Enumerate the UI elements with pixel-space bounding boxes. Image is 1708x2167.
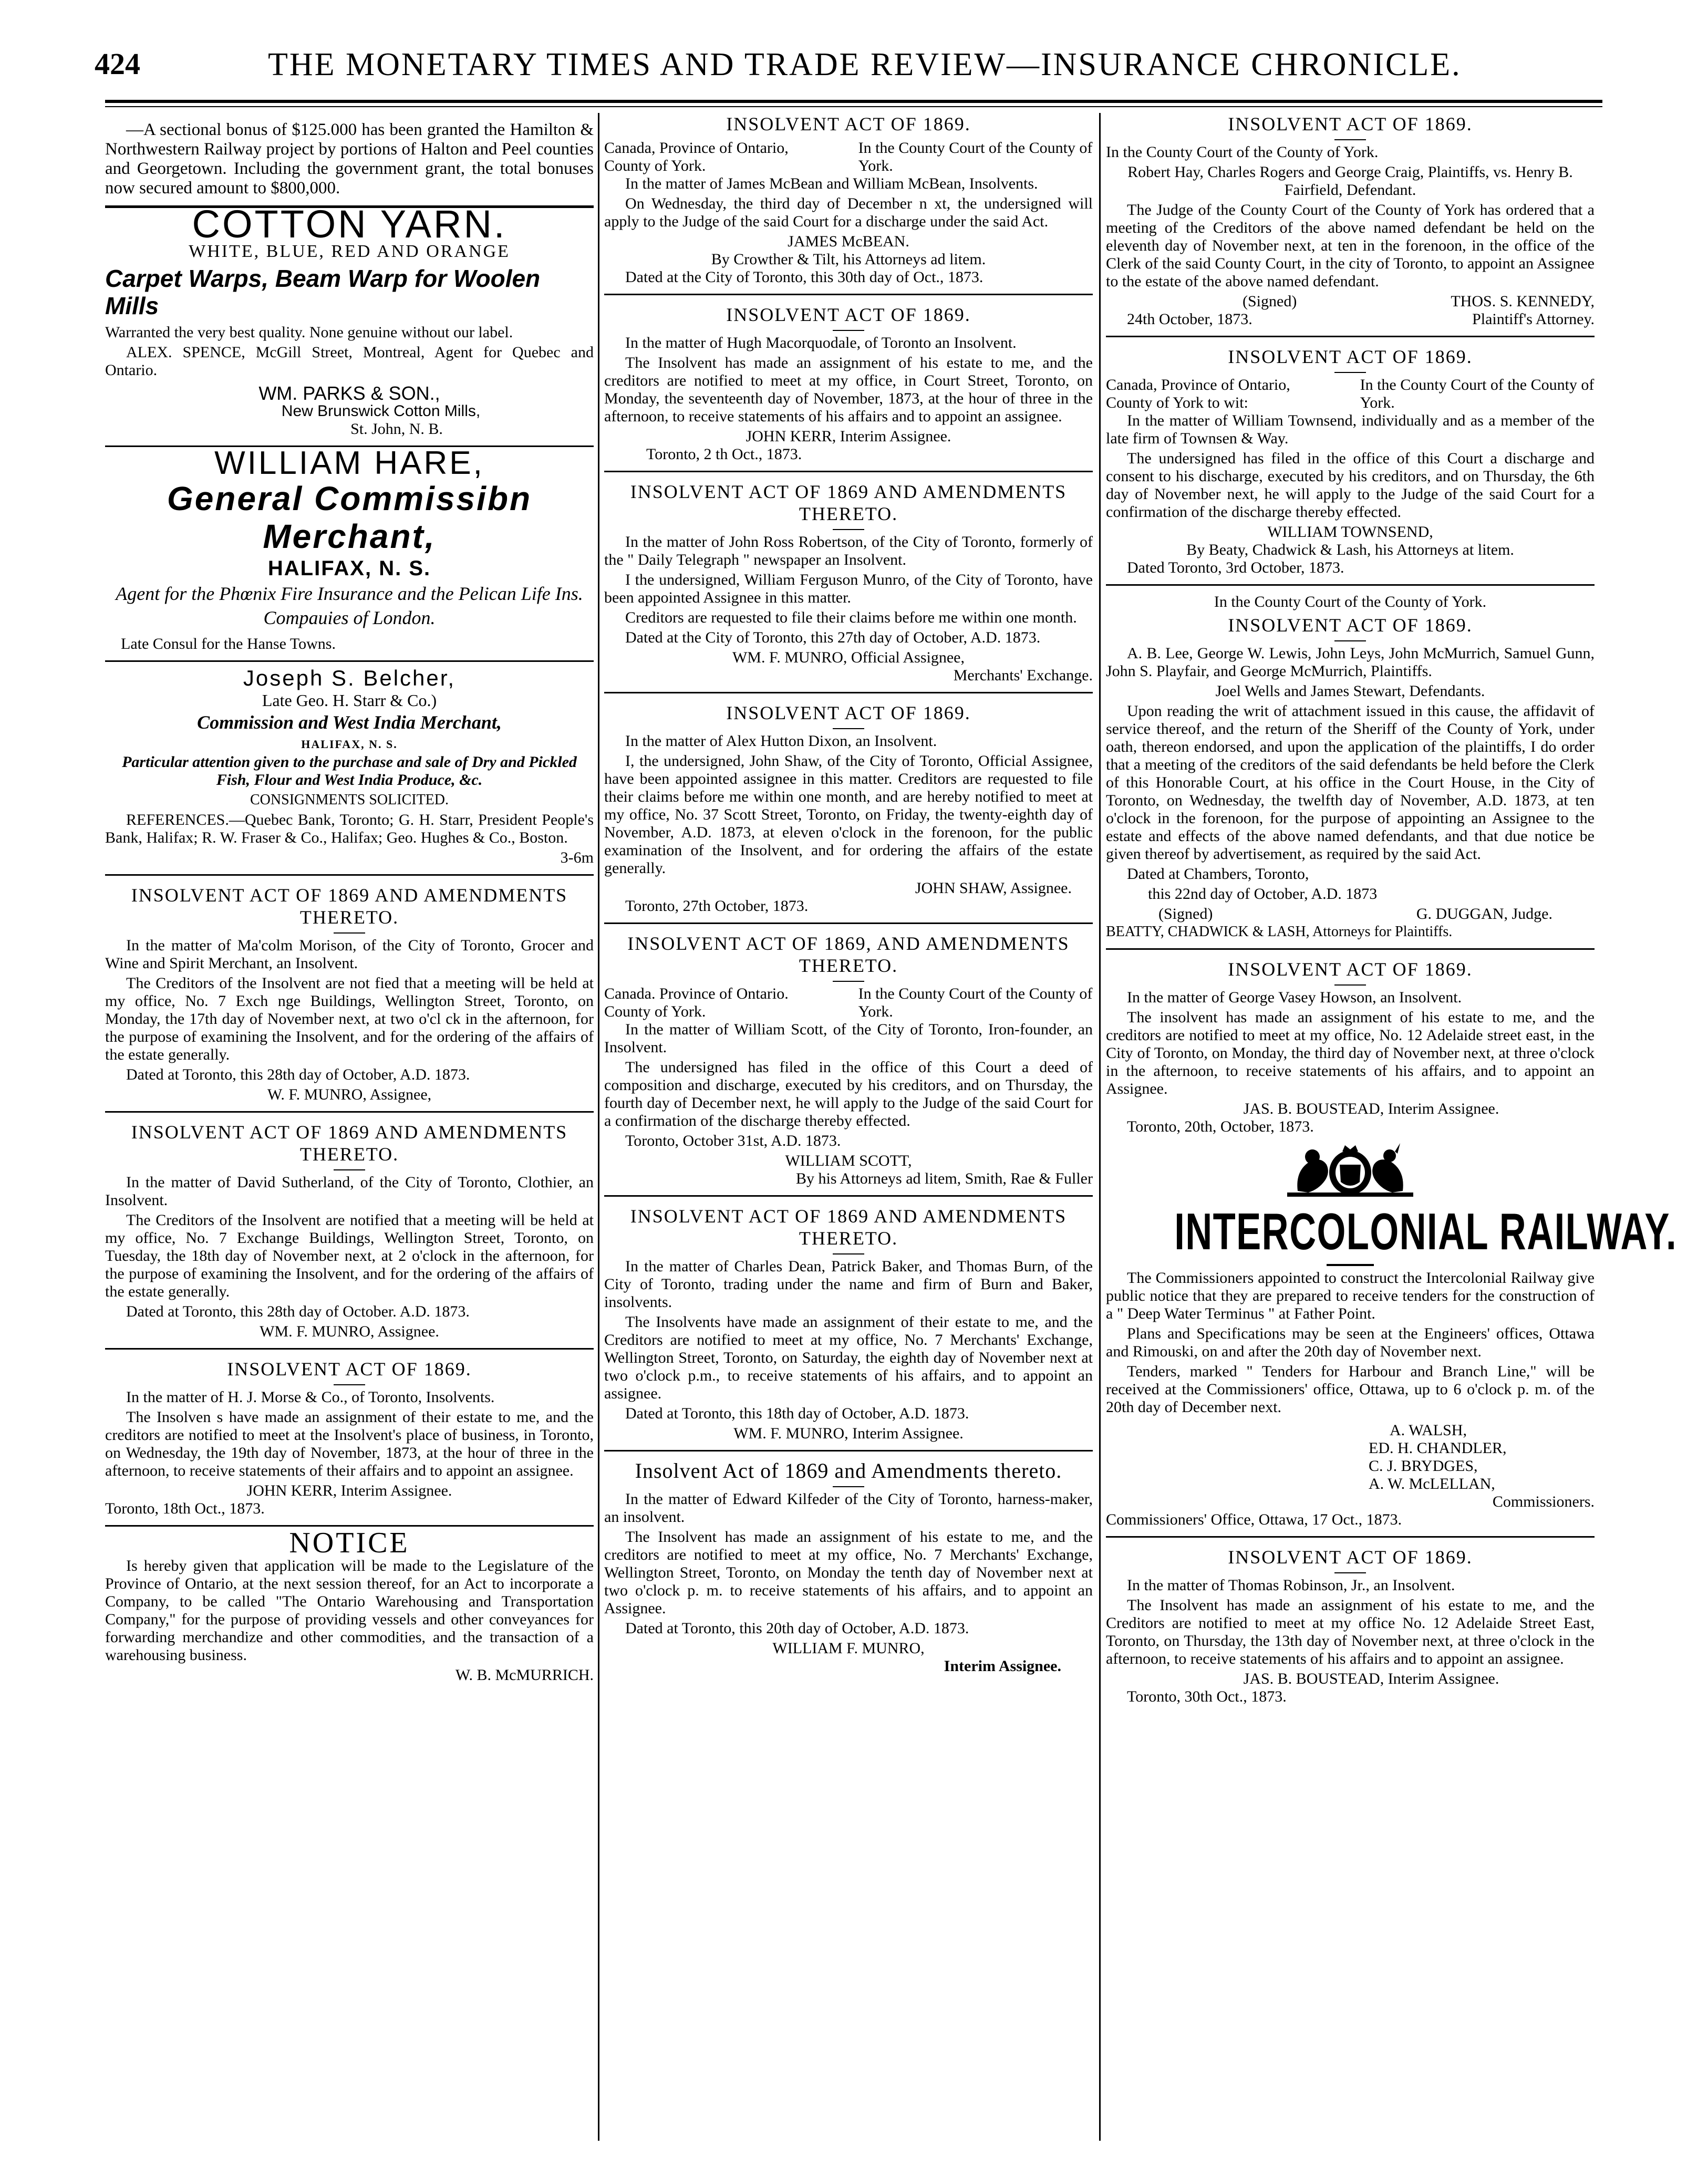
notice-body: Creditors are requested to file their claims before me within one month. (625, 609, 1077, 626)
notice-mcbean (604, 113, 1093, 286)
separator (604, 1195, 1093, 1197)
notice-signature-2: Interim Assignee. (944, 1657, 1061, 1675)
notice-matter: In the matter of Edward Kilfeder of the City of Toronto, harness-maker, an insolvent. (604, 1490, 1093, 1526)
notice-scott (604, 932, 1093, 1188)
notice-heading: INSOLVENT ACT OF 1869 AND AMENDMENTS THERETO. (630, 481, 1067, 524)
notice-body: The Insolvent has made an assignment of his estate to me, and the creditors are notified to meet at my office, in Court Street, Toronto, on Monday, the seventeenth day of November, 1873, at the hour of three in the afternoon, to receive statements of his affairs and to appoint an assignee. (604, 354, 1093, 425)
separator (1106, 336, 1595, 337)
notice-signature: W. F. MUNRO, Assignee, (267, 1086, 432, 1103)
notice-signature: JOHN KERR, Interim Assignee. (746, 428, 951, 445)
separator (105, 1348, 594, 1350)
notice-body: I the undersigned, William Ferguson Munro, of the City of Toronto, have been appointed Assignee in this matter. (604, 571, 1093, 606)
page-header (95, 34, 1618, 97)
notice-body: The Creditors of the Insolvent are not fied that a meeting will be held at my office, No. 7 Exch nge Buildings, Wellington Street, Toronto, on Monday, the 17th day of November next, at two o'cl ck in the afternoon, for the purpose of examining the Insolvent, and for the ordering of the affairs of the estate generally. (105, 974, 594, 1063)
belcher-late: Late Geo. H. Starr & Co.) (262, 691, 437, 710)
hare-city: HALIFAX, N. S. (267, 557, 431, 580)
notice-matter: In the matter of James McBean and William McBean, Insolvents. (625, 175, 1038, 192)
notice-signature: JOHN KERR, Interim Assignee. (246, 1482, 452, 1499)
notice-date: Dated at the City of Toronto, this 30th day of Oct., 1873. (625, 268, 984, 286)
running-title: THE MONETARY TIMES AND TRADE REVIEW—INSURANCE CHRONICLE. (268, 47, 1462, 82)
notice-heading: INSOLVENT ACT OF 1869. (1228, 1547, 1473, 1568)
notice-date: Dated at Chambers, Toronto, (1127, 865, 1309, 883)
notice-robertson (604, 481, 1093, 685)
notice-signature: WM. F. MUNRO, Assignee. (260, 1323, 439, 1340)
royal-coat-of-arms-icon (1266, 1141, 1434, 1199)
separator (105, 660, 594, 662)
notice-signature: G. DUGGAN, Judge. (1416, 905, 1552, 922)
court-left: Canada, Province of Ontario, County of York. (604, 139, 789, 174)
notice-macorquodale (604, 304, 1093, 463)
column-3 (1106, 113, 1678, 2151)
separator (604, 471, 1093, 472)
signed-label: (Signed) (1243, 293, 1297, 310)
notice-body: Is hereby given that application will be made to the Legislature of the Province of Ontario, at the next session thereof, for an Act to incorporate a Company, to be called "The Ontario Warehousing and Transportation Company," for the purpose of providing vessels and other conveyances for forwarding merchandize and other commodities, and the transaction of a warehousing business. (105, 1557, 594, 1664)
notice-date: Dated at Toronto, this 20th day of October, A.D. 1873. (625, 1620, 969, 1637)
notice-heading: INSOLVENT ACT OF 1869. (726, 113, 971, 134)
court-right: In the County Court of the County of York. (1360, 376, 1595, 411)
notice-date: Dated Toronto, 3rd October, 1873. (1127, 559, 1344, 576)
column-1 (105, 113, 594, 2151)
notice-heading: INSOLVENT ACT OF 1869. (726, 304, 971, 325)
notice-parties: Robert Hay, Charles Rogers and George Craig, Plaintiffs, vs. Henry B. Fairfield, Defendant. (1127, 163, 1573, 199)
notice-body: The insolvent has made an assignment of his estate to me, and the creditors are notified to meet at my office, No. 12 Adelaide street east, in the City of Toronto, on Monday, the third day of November next, at three o'clock in the afternoon, to receive statements of his affairs, and to appoint an Assignee. (1106, 1009, 1595, 1097)
cotton-warps: Carpet Warps, Beam Warp for Woolen Mills (105, 265, 541, 319)
notice-court: In the County Court of the County of York. (1106, 143, 1379, 161)
court-caption (604, 139, 1093, 175)
hare-name: WILLIAM HARE, (214, 445, 484, 481)
notice-signature-2: Merchants' Exchange. (953, 667, 1093, 684)
notice-morse (105, 1358, 594, 1518)
notice-matter: In the matter of William Scott, of the City of Toronto, Iron-founder, an Insolvent. (604, 1021, 1093, 1056)
page-number: 424 (95, 47, 140, 81)
notice-matter: In the matter of Ma'colm Morison, of the City of Toronto, Grocer and Wine and Spirit Merchant, an Insolvent. (105, 937, 594, 972)
notice-date-line (1106, 310, 1595, 328)
short-rule (833, 1486, 864, 1487)
notice-signature: WM. F. MUNRO, Interim Assignee. (733, 1425, 964, 1442)
belcher-consign: CONSIGNMENTS SOLICITED. (250, 792, 449, 808)
notice-heading: INSOLVENT ACT OF 1869. (1228, 346, 1473, 367)
notice-date: 24th October, 1873. (1127, 310, 1252, 328)
cotton-place: St. John, N. B. (350, 420, 443, 438)
intercolonial-railway-ad (1106, 1141, 1678, 1529)
notice-signature: WILLIAM F. MUNRO, (772, 1640, 925, 1657)
notice-heading: INSOLVENT ACT OF 1869. (1228, 615, 1473, 636)
notice-body: The Insolven s have made an assignment of their estate to me, and the creditors are notified to meet at the Insolvent's place of business, in Toronto, on Wednesday, the 19th day of November, 1873, at the hour of three in the afternoon, to receive statements of their affairs and to appoint an assignee. (105, 1408, 594, 1479)
belcher-ad (105, 666, 594, 867)
notice-sutherland (105, 1121, 594, 1341)
notice-signature-line (1106, 293, 1595, 310)
separator (105, 1111, 594, 1113)
notice-heading: INSOLVENT ACT OF 1869. (1228, 113, 1473, 134)
belcher-name: Joseph S. Belcher, (243, 666, 456, 690)
header-rule-thin (105, 106, 1602, 107)
court-left: Canada. Province of Ontario. County of York. (604, 985, 789, 1020)
railway-plans: Plans and Specifications may be seen at the Engineers' offices, Ottawa and Rimouski, on and after the 20th day of November next. (1106, 1325, 1595, 1360)
notice-matter: In the matter of George Vasey Howson, an Insolvent. (1127, 989, 1462, 1006)
short-rule (1327, 1264, 1374, 1266)
railway-role: Commissioners. (1492, 1493, 1595, 1510)
notice-title: NOTICE (289, 1527, 410, 1559)
short-rule (334, 1384, 365, 1385)
notice-matter: In the matter of H. J. Morse & Co., of Toronto, Insolvents. (126, 1388, 495, 1406)
cotton-yarn-title: COTTON YARN. (192, 202, 507, 246)
notice-heading: INSOLVENT ACT OF 1869. (726, 702, 971, 723)
notice-incorporation (105, 1527, 594, 1684)
notice-heading: INSOLVENT ACT OF 1869. (227, 1359, 472, 1380)
short-rule (1334, 1572, 1366, 1573)
column-2 (604, 113, 1093, 2151)
railway-signer: A. WALSH, (1390, 1422, 1467, 1439)
notice-townsend (1106, 346, 1595, 577)
court-caption (604, 985, 1093, 1021)
railway-body: The Commissioners appointed to construct the Intercolonial Railway give public notice that they are prepared to receive tenders for the construction of a " Deep Water Terminus " at Father Point. (1106, 1269, 1595, 1322)
notice-signature: JAS. B. BOUSTEAD, Interim Assignee. (1243, 1100, 1499, 1117)
william-hare-ad (105, 445, 594, 653)
notice-attorneys: By his Attorneys ad litem, Smith, Rae & Fuller (796, 1170, 1093, 1187)
notice-body: The undersigned has filed in the office of this Court a discharge and consent to his discharge, executed by his creditors, and on Thursday, the 6th day of November next, he will apply to the Judge of the said Court for a confirmation of the discharge thereby effected. (1106, 450, 1595, 521)
notice-kilfeder (604, 1460, 1093, 1675)
notice-signature: THOS. S. KENNEDY, (1451, 293, 1595, 310)
short-rule (833, 529, 864, 530)
hare-consul: Late Consul for the Hanse Towns. (121, 635, 336, 652)
notice-morison (105, 884, 594, 1104)
court-right: In the County Court of the County of York. (858, 985, 1093, 1020)
notice-heading: INSOLVENT ACT OF 1869, AND AMENDMENTS THERETO. (627, 933, 1070, 976)
notice-signature: WM. F. MUNRO, Official Assignee, (732, 649, 965, 666)
notice-signature: JAS. B. BOUSTEAD, Interim Assignee. (1243, 1670, 1499, 1687)
short-rule (833, 330, 864, 331)
notice-signature: W. B. McMURRICH. (455, 1666, 594, 1684)
separator (1106, 948, 1595, 950)
header-rule-thick (105, 100, 1602, 103)
separator (604, 1450, 1093, 1451)
belcher-term: 3-6m (560, 849, 594, 866)
cotton-maker: WM. PARKS & SON., (258, 382, 440, 404)
notice-matter: In the matter of David Sutherland, of the City of Toronto, Clothier, an Insolvent. (105, 1174, 594, 1209)
short-rule (334, 1169, 365, 1170)
column-divider-1 (598, 113, 599, 2141)
railway-title: INTERCOLONIAL RAILWAY. (1174, 1202, 1678, 1260)
notice-signature: JOHN SHAW, Assignee. (915, 879, 1072, 897)
court-caption (1106, 376, 1595, 412)
notice-attorneys: By Crowther & Tilt, his Attorneys ad litem. (711, 251, 986, 268)
court-right: In the County Court of the County of York. (858, 139, 1093, 174)
notice-heading: INSOLVENT ACT OF 1869 AND AMENDMENTS THERETO. (630, 1206, 1067, 1249)
notice-dean (604, 1205, 1093, 1443)
notice-matter: In the matter of William Townsend, individually and as a member of the late firm of Townsen & Way. (1106, 412, 1595, 447)
short-rule (1334, 139, 1366, 140)
short-rule (1334, 984, 1366, 986)
separator (1106, 584, 1595, 586)
railway-signer: A. W. McLELLAN, (1369, 1475, 1495, 1492)
short-rule (1334, 640, 1366, 641)
cotton-yarn-ad (105, 202, 594, 438)
separator (604, 294, 1093, 295)
notice-matter: In the matter of Hugh Macorquodale, of Toronto an Insolvent. (625, 334, 1017, 351)
railway-signer: ED. H. CHANDLER, (1369, 1439, 1507, 1457)
separator (105, 874, 594, 876)
notice-date: Toronto, October 31st, A.D. 1873. (625, 1132, 841, 1149)
cotton-mills: New Brunswick Cotton Mills, (281, 402, 481, 420)
notice-body: I, the undersigned, John Shaw, of the City of Toronto, Official Assignee, have been appointed assignee in this matter. Creditors are requested to file their claims before me within one month, and are hereby notified to meet at my office, No. 37 Scott Street, Toronto, on Friday, the twenty-eighth day of November, A.D. 1873, at eleven o'clock in the forenoon, for the public examination of the Insolvent, and for ordering the affairs of the estate generally. (604, 752, 1093, 877)
notice-heading: INSOLVENT ACT OF 1869 AND AMENDMENTS THERETO. (131, 885, 568, 928)
notice-fairfield (1106, 113, 1595, 328)
notice-attorneys: BEATTY, CHADWICK & LASH, Attorneys for Plaintiffs. (1106, 924, 1453, 940)
notice-matter: In the matter of Thomas Robinson, Jr., an Insolvent. (1127, 1577, 1455, 1594)
short-rule (833, 728, 864, 729)
belcher-refs: REFERENCES.—Quebec Bank, Toronto; G. H. Starr, President People's Bank, Halifax; R. W. Fraser & Co., Halifax; Geo. Hughes & Co., Boston. (105, 811, 594, 846)
notice-defendants: Joel Wells and James Stewart, Defendants. (1215, 682, 1485, 700)
notice-signature: WILLIAM SCOTT, (785, 1152, 912, 1169)
notice-date: Toronto, 18th Oct., 1873. (105, 1500, 265, 1517)
notice-date: Toronto, 20th, October, 1873. (1127, 1118, 1314, 1135)
short-rule (833, 1253, 864, 1254)
notice-parties: A. B. Lee, George W. Lewis, John Leys, John McMurrich, Samuel Gunn, John S. Playfair, and George McMurrich, Plaintiffs. (1106, 645, 1595, 680)
notice-body: On Wednesday, the third day of December n xt, the undersigned will apply to the Judge of the said Court for a discharge under the said Act. (604, 195, 1093, 230)
notice-howson (1106, 958, 1595, 1136)
railway-signer: C. J. BRYDGES, (1369, 1457, 1478, 1475)
notice-date: Toronto, 27th October, 1873. (625, 897, 809, 915)
short-rule (1334, 372, 1366, 373)
column-divider-2 (1099, 113, 1101, 2141)
notice-date: Dated at Toronto, this 28th day of October, A.D. 1873. (126, 1066, 470, 1083)
railway-signers (1106, 1422, 1595, 1493)
notice-body: The undersigned has filed in the office of this Court a deed of composition and discharge, executed by his creditors, and on Thursday, the fourth day of December next, he will apply to the Judge of the said Court for a confirmation of the discharge thereby effected. (604, 1059, 1093, 1129)
cotton-colors: WHITE, BLUE, RED AND ORANGE (189, 242, 510, 261)
notice-date: Toronto, 30th Oct., 1873. (1127, 1688, 1287, 1705)
notice-dixon (604, 702, 1093, 915)
notice-signature: JAMES McBEAN. (788, 233, 909, 250)
notice-date-2: this 22nd day of October, A.D. 1873 (1148, 885, 1378, 903)
notice-heading: INSOLVENT ACT OF 1869. (1228, 959, 1473, 980)
notice-heading: INSOLVENT ACT OF 1869 AND AMENDMENTS THERETO. (131, 1122, 568, 1165)
belcher-title: Commission and West India Merchant, (197, 712, 502, 733)
bonus-notice: —A sectional bonus of $125.000 has been granted the Hamilton & Northwestern Railway project by portions of Halton and Peel counties and Georgetown. Including the government grant, the total bonuses now secured amount to $800,000. (105, 120, 594, 198)
separator (604, 692, 1093, 693)
notice-attorneys: By Beaty, Chadwick & Lash, his Attorneys at litem. (1186, 541, 1514, 558)
notice-body: The Insolvent has made an assignment of his estate to me, and the Creditors are notified to meet at my office No. 12 Adelaide Street East, Toronto, on Thursday, the 13th day of November next, at three o'clock in the afternoon, to receive statements of his affairs and to appoint an assignee. (1106, 1596, 1595, 1667)
belcher-attention: Particular attention given to the purchase and sale of Dry and Pickled Fish, Flour and West India Produce, &c. (122, 753, 577, 789)
hare-agent: Agent for the Phœnix Fire Insurance and the Pelican Life Ins. Compauies of London. (116, 583, 583, 628)
signed-label: (Signed) (1158, 905, 1213, 922)
railway-tenders: Tenders, marked " Tenders for Harbour and Branch Line," will be received at the Commissioners' office, Ottawa, up to 6 o'clock p. m. of the 20th day of December next. (1106, 1363, 1595, 1416)
notice-body: The Insolvents have made an assignment of their estate to me, and the Creditors are notified to meet at my office, No. 7 Merchants' Exchange, Wellington Street, Toronto, on Saturday, the eighth day of November next at two o'clock p.m., to receive statements of his affairs, and to appoint an assignee. (604, 1313, 1093, 1402)
notice-signature-line (1106, 905, 1595, 923)
notice-stewart (1106, 593, 1595, 941)
notice-role: Plaintiff's Attorney. (1472, 310, 1595, 328)
notice-date: Dated at the City of Toronto, this 27th day of October, A.D. 1873. (625, 629, 1041, 646)
notice-matter: In the matter of Charles Dean, Patrick Baker, and Thomas Burn, of the City of Toronto, trading under the name and firm of Burn and Baker, insolvents. (604, 1258, 1093, 1311)
notice-date: Toronto, 2 th Oct., 1873. (646, 445, 802, 463)
belcher-city: HALIFAX, N. S. (301, 738, 398, 751)
notice-body: Upon reading the writ of attachment issued in this cause, the affidavit of service thereof, and the return of the Sheriff of the County of York, under oath, thereon endorsed, and upon the application of the plaintiffs, I do order that a meeting of the creditors of the said defendants be held before the Clerk of this Honorable Court, at his office in the Court House, in the City of Toronto, on Wednesday, the twelfth day of November, A.D. 1873, at ten o'clock in the forenoon, for the purpose of appointing an Assignee to the estate and effects of the above named defendants, and that due notice be given thereof by advertisement, as required by the said Act. (1106, 702, 1595, 863)
notice-date: Dated at Toronto, this 28th day of October. A.D. 1873. (126, 1303, 470, 1320)
short-rule (833, 981, 864, 982)
hare-title: General Commissibn Merchant, (167, 480, 532, 555)
short-rule (334, 932, 365, 934)
cotton-agent: ALEX. SPENCE, McGill Street, Montreal, Agent for Quebec and Ontario. (105, 344, 594, 379)
notice-body: The Judge of the County Court of the County of York has ordered that a meeting of the Creditors of the above named defendant be held on the eleventh day of November next, at ten in the forenoon, in the office of the Clerk of the said County Court, in the city of Toronto, to appoint an Assignee to the estate of the above named defendant. (1106, 201, 1595, 290)
notice-date: Dated at Toronto, this 18th day of October, A.D. 1873. (625, 1405, 969, 1422)
notice-robinson (1106, 1546, 1595, 1706)
separator (1106, 1536, 1595, 1538)
notice-signature: WILLIAM TOWNSEND, (1267, 523, 1433, 541)
notice-court: In the County Court of the County of York. (1214, 593, 1487, 610)
court-left: Canada, Province of Ontario, County of York to wit: (1106, 376, 1290, 411)
cotton-warranted: Warranted the very best quality. None genuine without our label. (105, 324, 513, 341)
notice-matter: In the matter of John Ross Robertson, of the City of Toronto, formerly of the " Daily Telegraph " newspaper an Insolvent. (604, 533, 1093, 568)
separator (604, 922, 1093, 924)
notice-matter: In the matter of Alex Hutton Dixon, an Insolvent. (625, 732, 937, 750)
notice-body: The Insolvent has made an assignment of his estate to me, and the creditors are notified to meet at my office, No. 7 Merchants' Exchange, Wellington Street, Toronto, on Monday the tenth day of November next at two o'clock p. m. to receive statements of his affairs, and to appoint an Assignee. (604, 1528, 1093, 1617)
notice-heading: Insolvent Act of 1869 and Amendments thereto. (635, 1459, 1062, 1482)
notice-body: The Creditors of the Insolvent are notified that a meeting will be held at my office, No. 7 Exchange Buildings, Wellington Street, Toronto, on Tuesday, the 18th day of November next, at 2 o'clock in the afternoon, for the purpose of examining the Insolvent, and for the ordering of the affairs of the estate generally. (105, 1211, 594, 1300)
railway-office: Commissioners' Office, Ottawa, 17 Oct., 1873. (1106, 1511, 1402, 1528)
